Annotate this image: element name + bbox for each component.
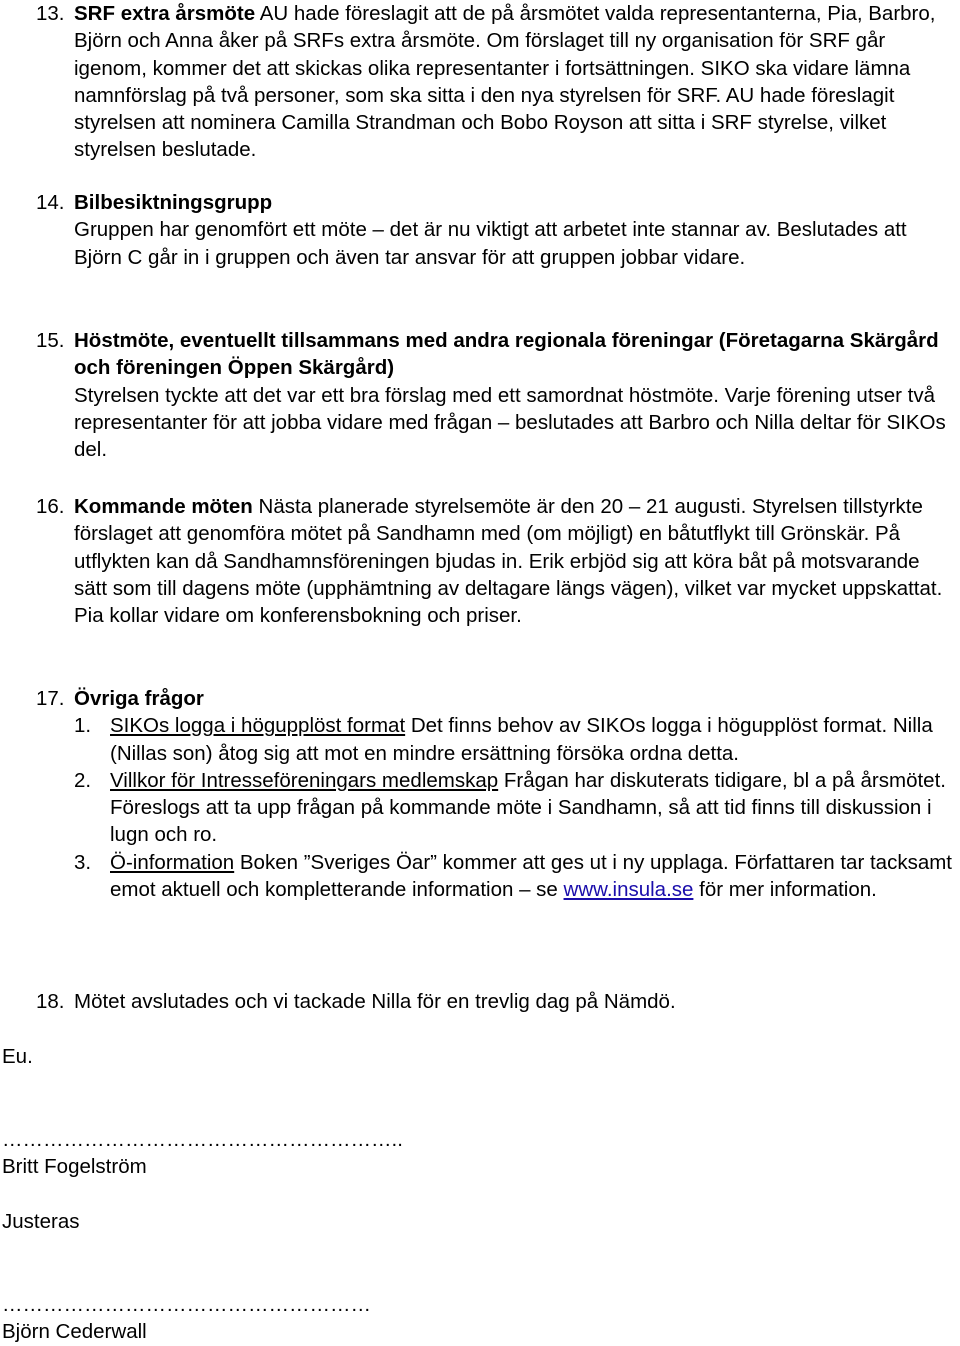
section-title: Bilbesiktningsgrupp [74, 191, 273, 214]
subitem-2 [74, 767, 956, 849]
section-number: 16. [36, 495, 65, 518]
section-title: Höstmöte, eventuellt tillsammans med andra regionala föreningar (Företagarna Skärgård och föreningen Öppen Skärgård) [74, 329, 939, 380]
subitem-title: Ö-information [110, 850, 235, 874]
section-body [74, 988, 956, 1015]
section-text: Mötet avslutades och vi tackade Nilla för en trevlig dag på Nämdö. [74, 990, 676, 1013]
section-text: Styrelsen tyckte att det var ett bra förslag med ett samordnat höstmöte. Varje förening utser två representanter för att jobba vidare med frågan – beslutades att Barbro och Nilla deltar för SIKOs del. [74, 383, 946, 462]
closing-text: Eu. [2, 1045, 33, 1068]
signature-role: Justeras [2, 1210, 80, 1233]
subitem-text: Boken ”Sveriges Öar” kommer att ges ut i ny upplaga. Författaren tar tacksamt emot aktuell och kompletterande information – se [110, 850, 952, 902]
section-number: 15. [36, 329, 65, 352]
section-text: Gruppen har genomfört ett möte – det är nu viktigt att arbetet inte stannar av. Beslutades att Björn C går in i gruppen och även tar ansvar för att gruppen jobbar vidare. [74, 218, 907, 269]
subitem-title: Villkor för Intresseföreningars medlemskap [110, 768, 499, 792]
section-number: 17. [36, 687, 65, 710]
section-title: Övriga frågor [74, 687, 204, 710]
subitem-3 [74, 849, 956, 904]
subitem-text: Frågan har diskuterats tidigare, bl a på årsmötet. Föreslogs att ta upp frågan på kommande möte i Sandhamn, så att tid finns till diskussion i lugn och ro. [110, 768, 946, 847]
signature-name: Britt Fogelström [2, 1155, 147, 1178]
insula-link[interactable]: www.insula.se [563, 878, 694, 902]
subitem-text-after: för mer information. [693, 878, 877, 902]
section-body [74, 189, 956, 271]
subitem-number: 2. [74, 768, 92, 792]
section-title: Kommande möten [74, 495, 253, 518]
section-text: Nästa planerade styrelsemöte är den 20 – 21 augusti. Styrelsen tillstyrkte förslaget att genomföra mötet på Sandhamn med (om möjligt) en båtutflykt till Grönskär. På utflykten kan då Sandhamnsföreningen bjudas in. Erik erbjöd sig att köra båt på motsvarande sätt som till dagens möte (upphämtning av deltagare längs vägen), vilket var mycket uppskattat. Pia kollar vidare om konferensbokning och priser. [74, 495, 943, 628]
signature-dots: ……………………………………………… [2, 1293, 371, 1316]
section-15 [36, 327, 956, 463]
section-body [74, 0, 956, 164]
section-16 [36, 493, 956, 629]
signature-name: Björn Cederwall [2, 1320, 147, 1343]
section-number: 14. [36, 191, 65, 214]
section-14 [36, 189, 956, 271]
section-number: 18. [36, 990, 65, 1013]
subitem-body [110, 767, 956, 849]
signature-dots: ………………………………………………….. [2, 1128, 403, 1151]
subitem-text: Det finns behov av SIKOs logga i högupplöst format. Nilla (Nillas son) åtog sig att mot en mindre ersättning försöka ordna detta. [110, 714, 933, 765]
section-body [74, 327, 956, 463]
section-18 [36, 988, 956, 1015]
section-body [74, 493, 956, 629]
subitem-title: SIKOs logga i högupplöst format [110, 714, 406, 738]
section-title: SRF extra årsmöte [74, 2, 256, 25]
section-text: AU hade föreslagit att de på årsmötet valda representanterna, Pia, Barbro, Björn och Anna åker på SRFs extra årsmöte. Om förslaget till ny organisation för SRF går igenom, kommer det att skickas olika representanter i fortsättningen. SIKO ska vidare lämna namnförslag på två personer, som ska sitta i den nya styrelsen för SRF. AU hade föreslagit styrelsen att nominera Camilla Strandman och Bobo Royson att sitta i SRF styrelse, vilket styrelsen beslutade. [74, 2, 936, 162]
subitem-number: 1. [74, 714, 92, 738]
section-13 [36, 0, 956, 164]
section-number: 13. [36, 2, 65, 25]
section-17 [36, 685, 956, 903]
subitem-number: 3. [74, 850, 92, 874]
section-body [74, 685, 956, 903]
subitem-body [110, 849, 956, 904]
subitem-body [110, 712, 956, 767]
subitem-1 [74, 712, 956, 767]
